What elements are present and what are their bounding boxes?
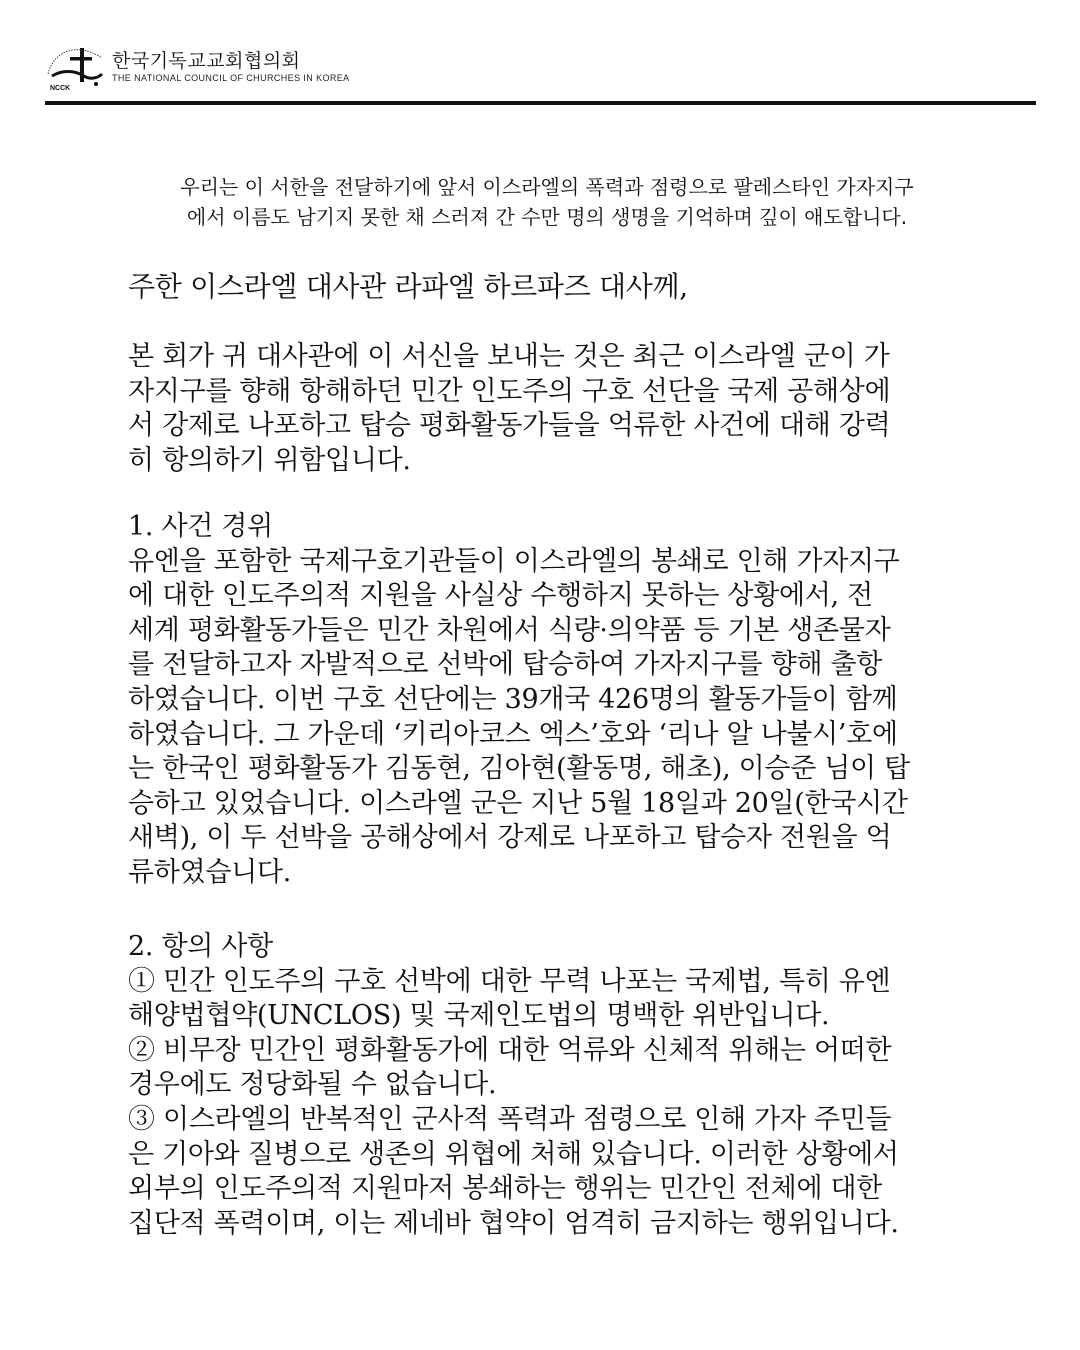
section-line: 는 한국인 평화활동가 김동현, 김아현(활동명, 해초), 이승준 님이 탑 xyxy=(128,753,910,785)
section-line: 승하고 있었습니다. 이스라엘 군은 지난 5월 18일과 20일(한국시간 xyxy=(128,787,908,819)
section-incident xyxy=(128,510,974,891)
header-divider xyxy=(45,101,1036,105)
letterhead xyxy=(44,40,350,94)
section-line: 류하였습니다. xyxy=(128,856,291,888)
section-line: 하였습니다. 그 가운데 ‘키리아코스 엑스’호와 ‘리나 알 나불시’호에 xyxy=(128,718,898,750)
section-line: 해양법협약(UNCLOS) 및 국제인도법의 명백한 위반입니다. xyxy=(128,1000,830,1032)
memorial-line: 에서 이름도 남기지 못한 채 스러져 간 수만 명의 생명을 기억하며 깊이 애도합니다. xyxy=(186,205,908,229)
section-line: ③ 이스라엘의 반복적인 군사적 폭력과 점령으로 인해 가자 주민들 xyxy=(128,1103,892,1135)
section-line: 경우에도 정당화될 수 없습니다. xyxy=(128,1069,497,1101)
section-line: 새벽), 이 두 선박을 공해상에서 강제로 나포하고 탑승자 전원을 억 xyxy=(128,822,892,854)
memorial-line: 우리는 이 서한을 전달하기에 앞서 이스라엘의 폭력과 점령으로 팔레스타인 가자지구 xyxy=(180,175,914,199)
memorial-statement xyxy=(112,172,982,232)
org-name-korean: 한국기독교교회협의회 xyxy=(112,50,301,72)
section-line: 세계 평화활동가들은 민간 차원에서 식량·의약품 등 기본 생존물자 xyxy=(128,614,891,646)
section-line: 은 기아와 질병으로 생존의 위협에 처해 있습니다. 이러한 상황에서 xyxy=(128,1138,899,1170)
intro-line: 서 강제로 나포하고 탑승 평화활동가들을 억류한 사건에 대해 강력 xyxy=(128,410,891,442)
section-heading: 1. 사건 경위 xyxy=(128,511,273,542)
section-line: 를 전달하고자 자발적으로 선박에 탑승하여 가자지구를 향해 출항 xyxy=(128,649,883,681)
section-line: 외부의 인도주의적 지원마저 봉쇄하는 행위는 민간인 전체에 대한 xyxy=(128,1173,883,1205)
section-line: ① 민간 인도주의 구호 선박에 대한 무력 나포는 국제법, 특히 유엔 xyxy=(128,965,891,997)
salutation: 주한 이스라엘 대사관 라파엘 하르파즈 대사께, xyxy=(128,270,688,303)
section-line: 에 대한 인도주의적 지원을 사실상 수행하지 못하는 상황에서, 전 xyxy=(128,580,873,612)
section-line: 유엔을 포함한 국제구호기관들이 이스라엘의 봉쇄로 인해 가자지구 xyxy=(128,545,900,577)
section-line: 집단적 폭력이며, 이는 제네바 협약이 엄격히 금지하는 행위입니다. xyxy=(128,1207,899,1239)
section-heading: 2. 항의 사항 xyxy=(128,931,273,962)
svg-text:NCCK: NCCK xyxy=(50,85,71,92)
intro-paragraph xyxy=(128,340,974,478)
org-name-block xyxy=(112,50,350,84)
org-name-english: THE NATIONAL COUNCIL OF CHURCHES IN KOREA xyxy=(112,73,350,83)
ncck-cross-logo-icon xyxy=(44,40,106,94)
intro-line: 히 항의하기 위함입니다. xyxy=(128,444,411,476)
section-line: ② 비무장 민간인 평화활동가에 대한 억류와 신체적 위해는 어떠한 xyxy=(128,1034,892,1066)
section-line: 하였습니다. 이번 구호 선단에는 39개국 426명의 활동가들이 함께 xyxy=(128,683,898,715)
section-protest xyxy=(128,930,974,1241)
intro-line: 자지구를 향해 항해하던 민간 인도주의 구호 선단을 국제 공해상에 xyxy=(128,375,891,407)
intro-line: 본 회가 귀 대사관에 이 서신을 보내는 것은 최근 이스라엘 군이 가 xyxy=(128,341,890,372)
